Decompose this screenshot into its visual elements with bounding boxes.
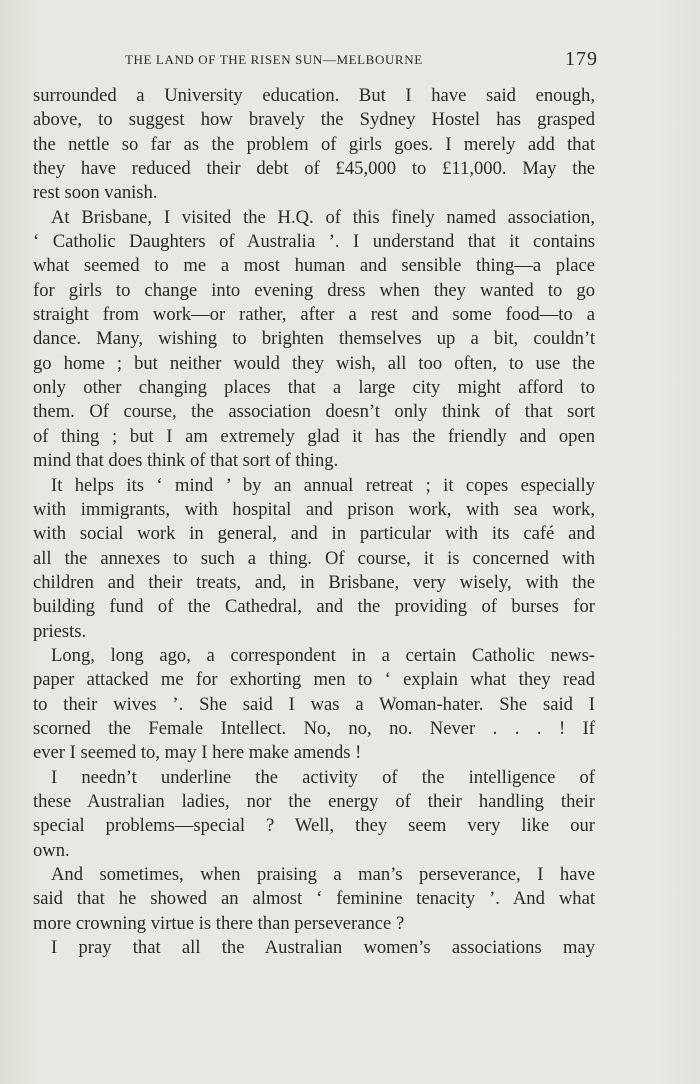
text-line: paper attacked me for exhorting men to ‘ explain what they read (33, 669, 595, 691)
text-line: with social work in general, and in particular with its café and (33, 523, 595, 545)
text-line: said that he showed an almost ‘ feminine tenacity ’. And what (33, 888, 595, 910)
text-line: the nettle so far as the problem of girls goes. I merely add that (33, 133, 595, 155)
text-line: above, to suggest how bravely the Sydney Hostel has grasped (33, 109, 595, 131)
text-line: straight from work—or rather, after a rest and some food—to a (33, 304, 595, 326)
text-line: scorned the Female Intellect. No, no, no. Never . . . ! If (33, 717, 595, 739)
text-line: ever I seemed to, may I here make amends ! (33, 742, 362, 764)
text-line: dance. Many, wishing to brighten themselves up a bit, couldn’t (33, 328, 595, 350)
text-line: only other changing places that a large city might afford to (33, 377, 595, 399)
text-line: And sometimes, when praising a man’s perseverance, I have (51, 864, 595, 885)
text-line: I needn’t underline the activity of the intelligence of (51, 766, 595, 788)
text-line: I pray that all the Australian women’s associations may (51, 937, 595, 959)
text-line: what seemed to me a most human and sensible thing—a place (33, 255, 595, 277)
text-line: mind that does think of that sort of thing. (33, 450, 339, 472)
text-line: with immigrants, with hospital and prison work, with sea work, (33, 498, 595, 520)
text-line: go home ; but neither would they wish, all too often, to use the (33, 352, 595, 374)
body-text (33, 84, 595, 960)
page-header (33, 50, 598, 74)
text-line: to their wives ’. She said I was a Woman-hater. She said I (33, 693, 595, 715)
text-line: surrounded a University education. But I have said enough, (33, 85, 595, 106)
text-line: building fund of the Cathedral, and the providing of burses for (33, 596, 595, 618)
text-line: own. (33, 839, 70, 861)
text-line: rest soon vanish. (33, 182, 158, 204)
text-line: At Brisbane, I visited the H.Q. of this finely named association, (51, 206, 595, 228)
text-line: these Australian ladies, nor the energy of their handling their (33, 790, 595, 812)
text-line: all the annexes to such a thing. Of course, it is concerned with (33, 547, 595, 569)
text-line: children and their treats, and, in Brisbane, very wisely, with the (33, 571, 595, 593)
text-line: they have reduced their debt of £45,000 to £11,000. May the (33, 158, 595, 180)
text-line: them. Of course, the association doesn’t only think of that sort (33, 401, 595, 423)
text-line: Long, long ago, a correspondent in a certain Catholic news- (51, 644, 595, 666)
text-line: ‘ Catholic Daughters of Australia ’. I understand that it contains (33, 231, 595, 253)
text-line: of thing ; but I am extremely glad it has the friendly and open (33, 425, 595, 447)
text-line: more crowning virtue is there than perseverance ? (33, 912, 405, 934)
text-line: priests. (33, 620, 87, 642)
running-title: THE LAND OF THE RISEN SUN—MELBOURNE (125, 52, 423, 67)
page-number: 179 (565, 48, 598, 70)
text-line: for girls to change into evening dress when they wanted to go (33, 279, 595, 301)
text-line: It helps its ‘ mind ’ by an annual retreat ; it copes especially (51, 474, 595, 496)
text-line: special problems—special ? Well, they seem very like our (33, 815, 595, 837)
